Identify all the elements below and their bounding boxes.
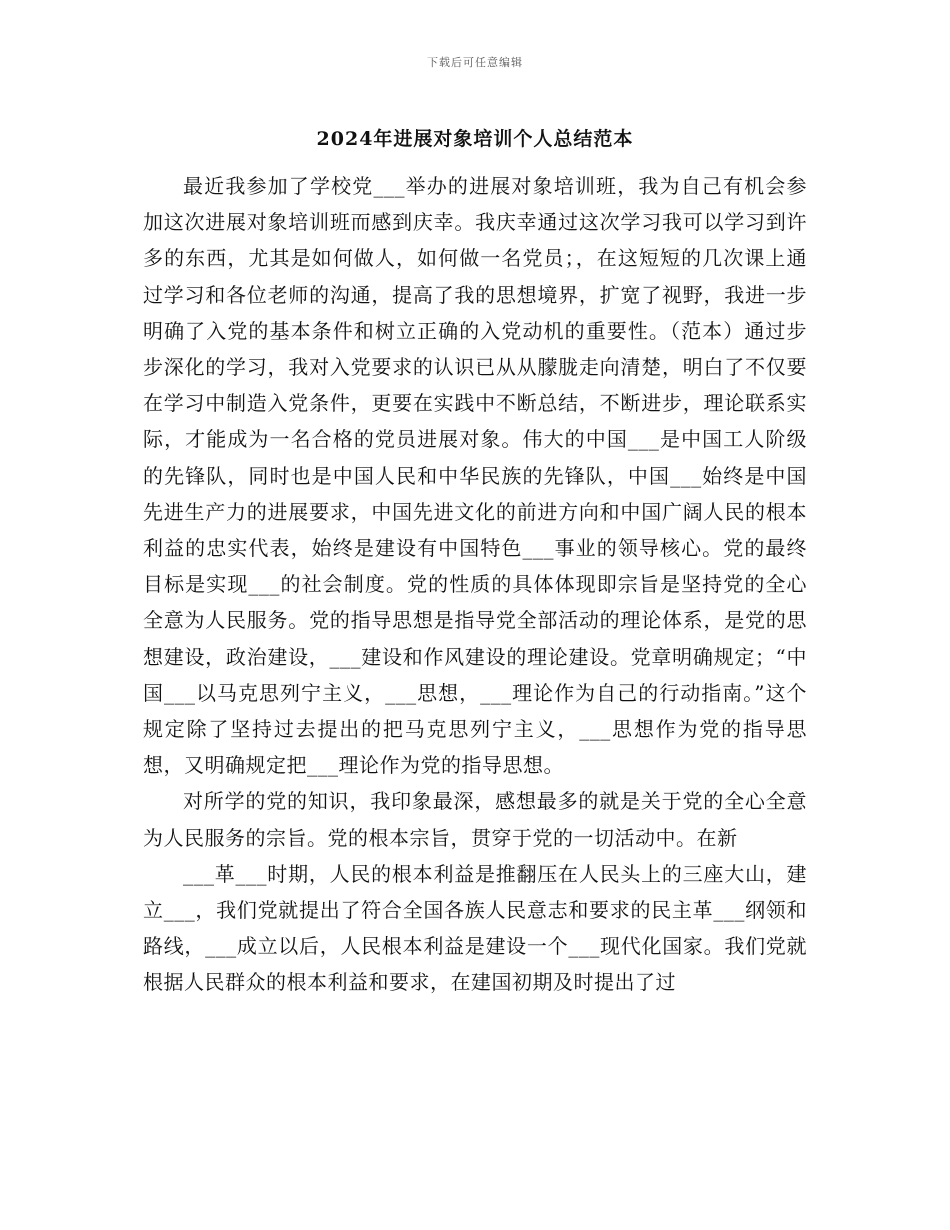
page-header-note: 下载后可任意编辑 <box>427 56 523 69</box>
paragraph-3: ___革___时期，人民的根本利益是推翻压在人民头上的三座大山，建立___，我们党就提出了符合全国各族人民意志和要求的民主革___纲领和路线，___成立以后，人民根本利益是建设一个___现代化国家。我们党就根据人民群众的根本利益和要求，在建国初期及时提出了过 <box>143 861 807 995</box>
paragraph-1: 最近我参加了学校党___举办的进展对象培训班，我为自己有机会参加这次进展对象培训班而感到庆幸。我庆幸通过这次学习我可以学习到许多的东西，尤其是如何做人，如何做一名党员；，在这短短的几次课上通过学习和各位老师的沟通，提高了我的思想境界，扩宽了视野，我进一步明确了入党的基本条件和树立正确的入党动机的重要性。（范本）通过步步深化的学习，我对入党要求的认识已从从朦胧走向清楚，明白了不仅要在学习中制造入党条件，更要在实践中不断总结，不断进步，理论联系实际，才能成为一名合格的党员进展对象。伟大的中国___是中国工人阶级的先锋队，同时也是中国人民和中华民族的先锋队，中国___始终是中国先进生产力的进展要求，中国先进文化的前进方向和中国广阔人民的根本利益的忠实代表，始终是建设有中国特色___事业的领导核心。党的最终目标是实现___的社会制度。党的性质的具体体现即宗旨是坚持党的全心全意为人民服务。党的指导思想是指导党全部活动的理论体系，是党的思想建设，政治建设，___建设和作风建设的理论建设。党章明确规定；“中国___以马克思列宁主义，___思想，___理论作为自己的行动指南。”这个规定除了坚持过去提出的把马克思列宁主义，___思想作为党的指导思想，又明确规定把___理论作为党的指导思想。 <box>143 174 807 778</box>
document-body <box>143 168 807 1001</box>
document-title: 2024年进展对象培训个人总结范本 <box>316 128 634 150</box>
paragraph-2: 对所学的党的知识，我印象最深，感想最多的就是关于党的全心全意为人民服务的宗旨。党的根本宗旨，贯穿于党的一切活动中。在新 <box>143 789 807 850</box>
